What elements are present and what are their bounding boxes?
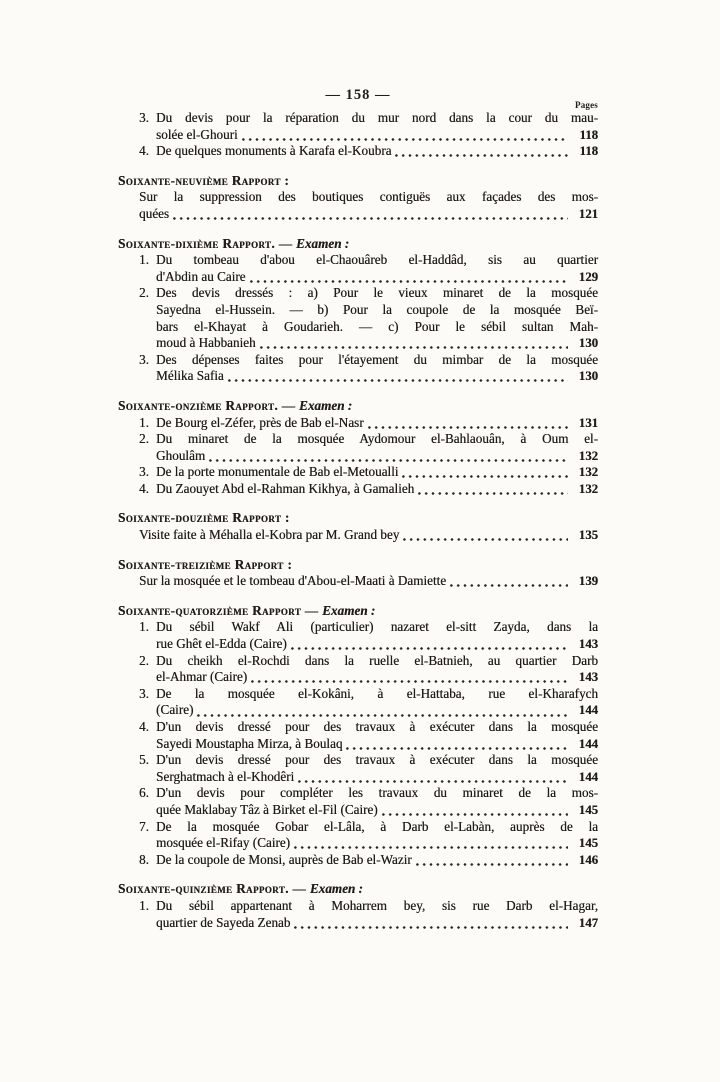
entry-number: 2. <box>139 285 149 301</box>
entry-text: mosquée el-Rifay (Caire) <box>156 835 291 851</box>
toc-section <box>118 236 598 385</box>
toc-entry <box>139 143 598 160</box>
dot-leader <box>380 802 568 819</box>
toc-entry <box>139 819 598 852</box>
entry-text: moud à Habbanieh <box>156 335 256 351</box>
entry-text: Des devis dressés : a) Pour le vieux minaret de la mosquée <box>156 285 598 301</box>
entry-text: D'un devis pour compléter les travaux du minaret de la mos- <box>156 785 598 801</box>
entry-page-number: 129 <box>578 269 598 284</box>
entry-text: Sayedi Moustapha Mirza, à Boulaq <box>156 735 343 751</box>
dot-leader <box>292 835 568 852</box>
entry-text: D'un devis dressé pour des travaux à exécuter dans la mosquée <box>156 719 598 734</box>
entry-text: Sur la mosquée et le tombeau d'Abou-el-Maati à Damiette <box>139 573 447 589</box>
entry-line <box>139 619 598 636</box>
pages-column-label: Pages <box>575 100 598 110</box>
table-of-contents <box>118 110 598 931</box>
section-heading <box>118 236 598 253</box>
entry-page-number: 145 <box>578 836 598 851</box>
entry-number: 4. <box>139 480 149 496</box>
entry-text: rue Ghêt el-Edda (Caire) <box>156 636 287 652</box>
entry-number: 1. <box>139 619 149 635</box>
entry-page-number: 146 <box>578 852 598 867</box>
dot-leader <box>207 448 568 465</box>
entry-text: De la coupole de Monsi, auprès de Bab el-Wazir <box>156 851 412 867</box>
toc-entry <box>139 719 598 752</box>
entry-page-number: 143 <box>578 637 598 652</box>
entry-line <box>139 285 598 302</box>
section-heading-title: Soixante-douzième Rapport : <box>118 510 290 526</box>
entry-number: 4. <box>139 143 149 159</box>
entry-number: 3. <box>139 110 149 125</box>
entry-page-number: 130 <box>578 369 598 384</box>
entry-line <box>139 252 598 269</box>
entry-page-number: 143 <box>578 670 598 685</box>
section-heading-examen: Examen : <box>296 235 350 251</box>
section-heading-title: Soixante-quatorzième Rapport — <box>118 602 323 618</box>
section-heading-title: Soixante-dixième Rapport. — <box>118 235 297 251</box>
entry-number: 7. <box>139 818 149 834</box>
entry-text: Du sébil Wakf Ali (particulier) nazaret el-sitt Zayda, dans la <box>156 619 598 635</box>
entry-text: Du cheikh el-Rochdi dans la ruelle el-Batnieh, au quartier Darb <box>156 652 598 668</box>
entry-number: 4. <box>139 719 149 734</box>
entry-line <box>139 915 598 932</box>
entry-text: d'Abdin au Caire <box>156 268 246 284</box>
entry-line <box>139 653 598 670</box>
entry-line <box>139 852 598 869</box>
entry-page-number: 131 <box>578 415 598 430</box>
entry-text: Du tombeau d'abou el-Chaouâreb el-Haddâd, sis au quartier <box>156 252 598 268</box>
entry-text: Du sébil appartenant à Moharrem bey, sis rue Darb el-Hagar, <box>156 897 598 913</box>
entry-page-number: 132 <box>578 481 598 496</box>
dot-leader <box>366 415 568 432</box>
entry-page-number: 144 <box>578 736 598 751</box>
dot-leader <box>401 527 568 544</box>
dot-leader <box>414 852 568 869</box>
entry-text: De la mosquée Gobar el-Lâla, à Darb el-Labàn, auprès de la <box>156 818 598 834</box>
toc-entry <box>139 189 598 222</box>
entry-page-number: 132 <box>578 465 598 480</box>
entry-number: 3. <box>139 464 149 480</box>
entry-text: Sayedna el-Hussein. — b) Pour la coupole de la mosquée Beï- <box>156 301 598 317</box>
toc-entry <box>139 686 598 719</box>
entry-line <box>139 752 598 769</box>
section-heading-examen: Examen : <box>309 881 363 897</box>
entry-text: solée el-Ghouri <box>156 126 238 142</box>
entry-line <box>139 206 598 223</box>
dot-leader <box>292 915 568 932</box>
dot-leader <box>400 464 568 481</box>
dot-leader <box>344 736 568 753</box>
section-heading-examen: Examen : <box>322 602 376 618</box>
entry-text: (Caire) <box>156 702 194 718</box>
toc-section <box>118 603 598 869</box>
dot-leader <box>296 769 568 786</box>
entry-text: Du devis pour la réparation du mur nord dans la cour du mau- <box>156 110 598 125</box>
entry-line <box>139 636 598 653</box>
toc-entry <box>139 785 598 818</box>
entry-page-number: 132 <box>578 448 598 463</box>
dot-leader <box>195 702 568 719</box>
toc-section <box>118 110 598 160</box>
entry-text: Sur la suppression des boutiques contiguës aux façades des mos- <box>139 189 598 205</box>
entry-line <box>139 189 598 206</box>
section-heading <box>118 881 598 898</box>
entry-text: De la porte monumentale de Bab el-Metoualli <box>156 464 399 480</box>
entry-line <box>139 464 598 481</box>
entry-line <box>139 127 598 144</box>
section-heading-title: Soixante-onzième Rapport. — <box>118 397 300 413</box>
toc-entry <box>139 415 598 432</box>
entry-text: el-Ahmar (Caire) <box>156 669 248 685</box>
toc-entry <box>139 898 598 931</box>
entry-text: Du minaret de la mosquée Aydomour el-Bahlaouân, à Oum el- <box>156 431 598 447</box>
section-heading <box>118 510 598 527</box>
entry-text: Du Zaouyet Abd el-Rahman Kikhya, à Gamalieh <box>156 480 415 496</box>
section-heading <box>118 603 598 620</box>
toc-entry <box>139 619 598 652</box>
entry-number: 1. <box>139 414 149 430</box>
dot-leader <box>416 481 568 498</box>
entry-text: Visite faite à Méhalla el-Kobra par M. Grand bey <box>139 527 400 543</box>
dot-leader <box>248 269 568 286</box>
toc-entry <box>139 464 598 481</box>
dot-leader <box>249 669 568 686</box>
section-heading-examen: Examen : <box>299 397 353 413</box>
section-heading <box>118 557 598 574</box>
entry-line <box>139 802 598 819</box>
dot-leader <box>393 143 568 160</box>
entry-line <box>139 415 598 432</box>
entry-number: 5. <box>139 752 149 768</box>
entry-page-number: 145 <box>578 802 598 817</box>
section-heading-title: Soixante-treizième Rapport : <box>118 556 293 572</box>
entry-text: quées <box>139 205 170 221</box>
entry-line <box>139 736 598 753</box>
entry-text: De quelques monuments à Karafa el-Koubra <box>156 143 392 159</box>
entry-number: 1. <box>139 252 149 268</box>
page-header-number: — 158 — <box>325 87 391 103</box>
dot-leader <box>226 368 568 385</box>
entry-text: Ghoulâm <box>156 447 206 463</box>
entry-line <box>139 785 598 802</box>
toc-entry <box>139 285 598 351</box>
entry-text: De Bourg el-Zéfer, près de Bab el-Nasr <box>156 414 364 430</box>
entry-page-number: 144 <box>578 769 598 784</box>
entry-number: 3. <box>139 351 149 367</box>
entry-line <box>139 481 598 498</box>
entry-page-number: 118 <box>579 127 598 142</box>
entry-line <box>139 898 598 915</box>
entry-page-number: 139 <box>578 574 598 589</box>
entry-number: 2. <box>139 652 149 668</box>
entry-line <box>139 573 598 590</box>
entry-text: De la mosquée el-Kokâni, à el-Hattaba, rue el-Kharafych <box>156 685 598 701</box>
toc-section <box>118 510 598 543</box>
entry-text: Serghatmach à el-Khodêri <box>156 768 295 784</box>
toc-entry <box>139 573 598 590</box>
entry-text: quartier de Sayeda Zenab <box>156 914 291 930</box>
toc-section <box>118 557 598 590</box>
toc-entry <box>139 252 598 285</box>
entry-number: 2. <box>139 431 149 447</box>
entry-text: D'un devis dressé pour des travaux à exécuter dans la mosquée <box>156 752 598 768</box>
entry-page-number: 147 <box>578 915 598 930</box>
toc-entry <box>139 653 598 686</box>
entry-page-number: 121 <box>578 206 598 221</box>
section-heading-title: Soixante-quinzième Rapport. — <box>118 881 310 897</box>
dot-leader <box>448 573 568 590</box>
entry-number: 8. <box>139 851 149 867</box>
entry-page-number: 144 <box>578 703 598 718</box>
toc-entry <box>139 481 598 498</box>
toc-section <box>118 173 598 223</box>
entry-line <box>139 835 598 852</box>
entry-number: 1. <box>139 897 149 913</box>
entry-page-number: 135 <box>578 528 598 543</box>
entry-line <box>139 819 598 836</box>
toc-entry <box>139 110 598 143</box>
toc-entry <box>139 752 598 785</box>
toc-entry <box>139 852 598 869</box>
entry-line <box>139 302 598 319</box>
toc-entry <box>139 527 598 544</box>
dot-leader <box>258 335 568 352</box>
toc-entry <box>139 431 598 464</box>
entry-line <box>139 269 598 286</box>
dot-leader <box>289 636 568 653</box>
section-heading <box>118 398 598 415</box>
entry-page-number: 130 <box>578 336 598 351</box>
entry-text: bars el-Khayat à Goudarieh. — c) Pour le sébil sultan Mah- <box>156 318 598 334</box>
entry-line <box>139 143 598 160</box>
entry-number: 6. <box>139 785 149 801</box>
entry-line <box>139 669 598 686</box>
entry-line <box>139 110 598 127</box>
entry-page-number: 118 <box>579 144 598 159</box>
entry-line <box>139 686 598 703</box>
entry-line <box>139 769 598 786</box>
entry-text: Des dépenses faites pour l'étayement du mimbar de la mosquée <box>156 351 598 367</box>
entry-line <box>139 448 598 465</box>
entry-line <box>139 719 598 736</box>
section-heading-title: Soixante-neuvième Rapport : <box>118 172 290 188</box>
entry-text: Mélika Safia <box>156 368 224 384</box>
dot-leader <box>171 206 568 223</box>
entry-line <box>139 319 598 336</box>
toc-section <box>118 398 598 498</box>
entry-text: quée Maklabay Tâz à Birket el-Fil (Caire) <box>156 801 378 817</box>
section-heading <box>118 173 598 190</box>
dot-leader <box>240 127 568 144</box>
entry-line <box>139 527 598 544</box>
entry-line <box>139 335 598 352</box>
entry-line <box>139 352 598 369</box>
entry-number: 3. <box>139 685 149 701</box>
entry-line <box>139 368 598 385</box>
entry-line <box>139 702 598 719</box>
toc-section <box>118 881 598 931</box>
entry-line <box>139 431 598 448</box>
toc-entry <box>139 352 598 385</box>
